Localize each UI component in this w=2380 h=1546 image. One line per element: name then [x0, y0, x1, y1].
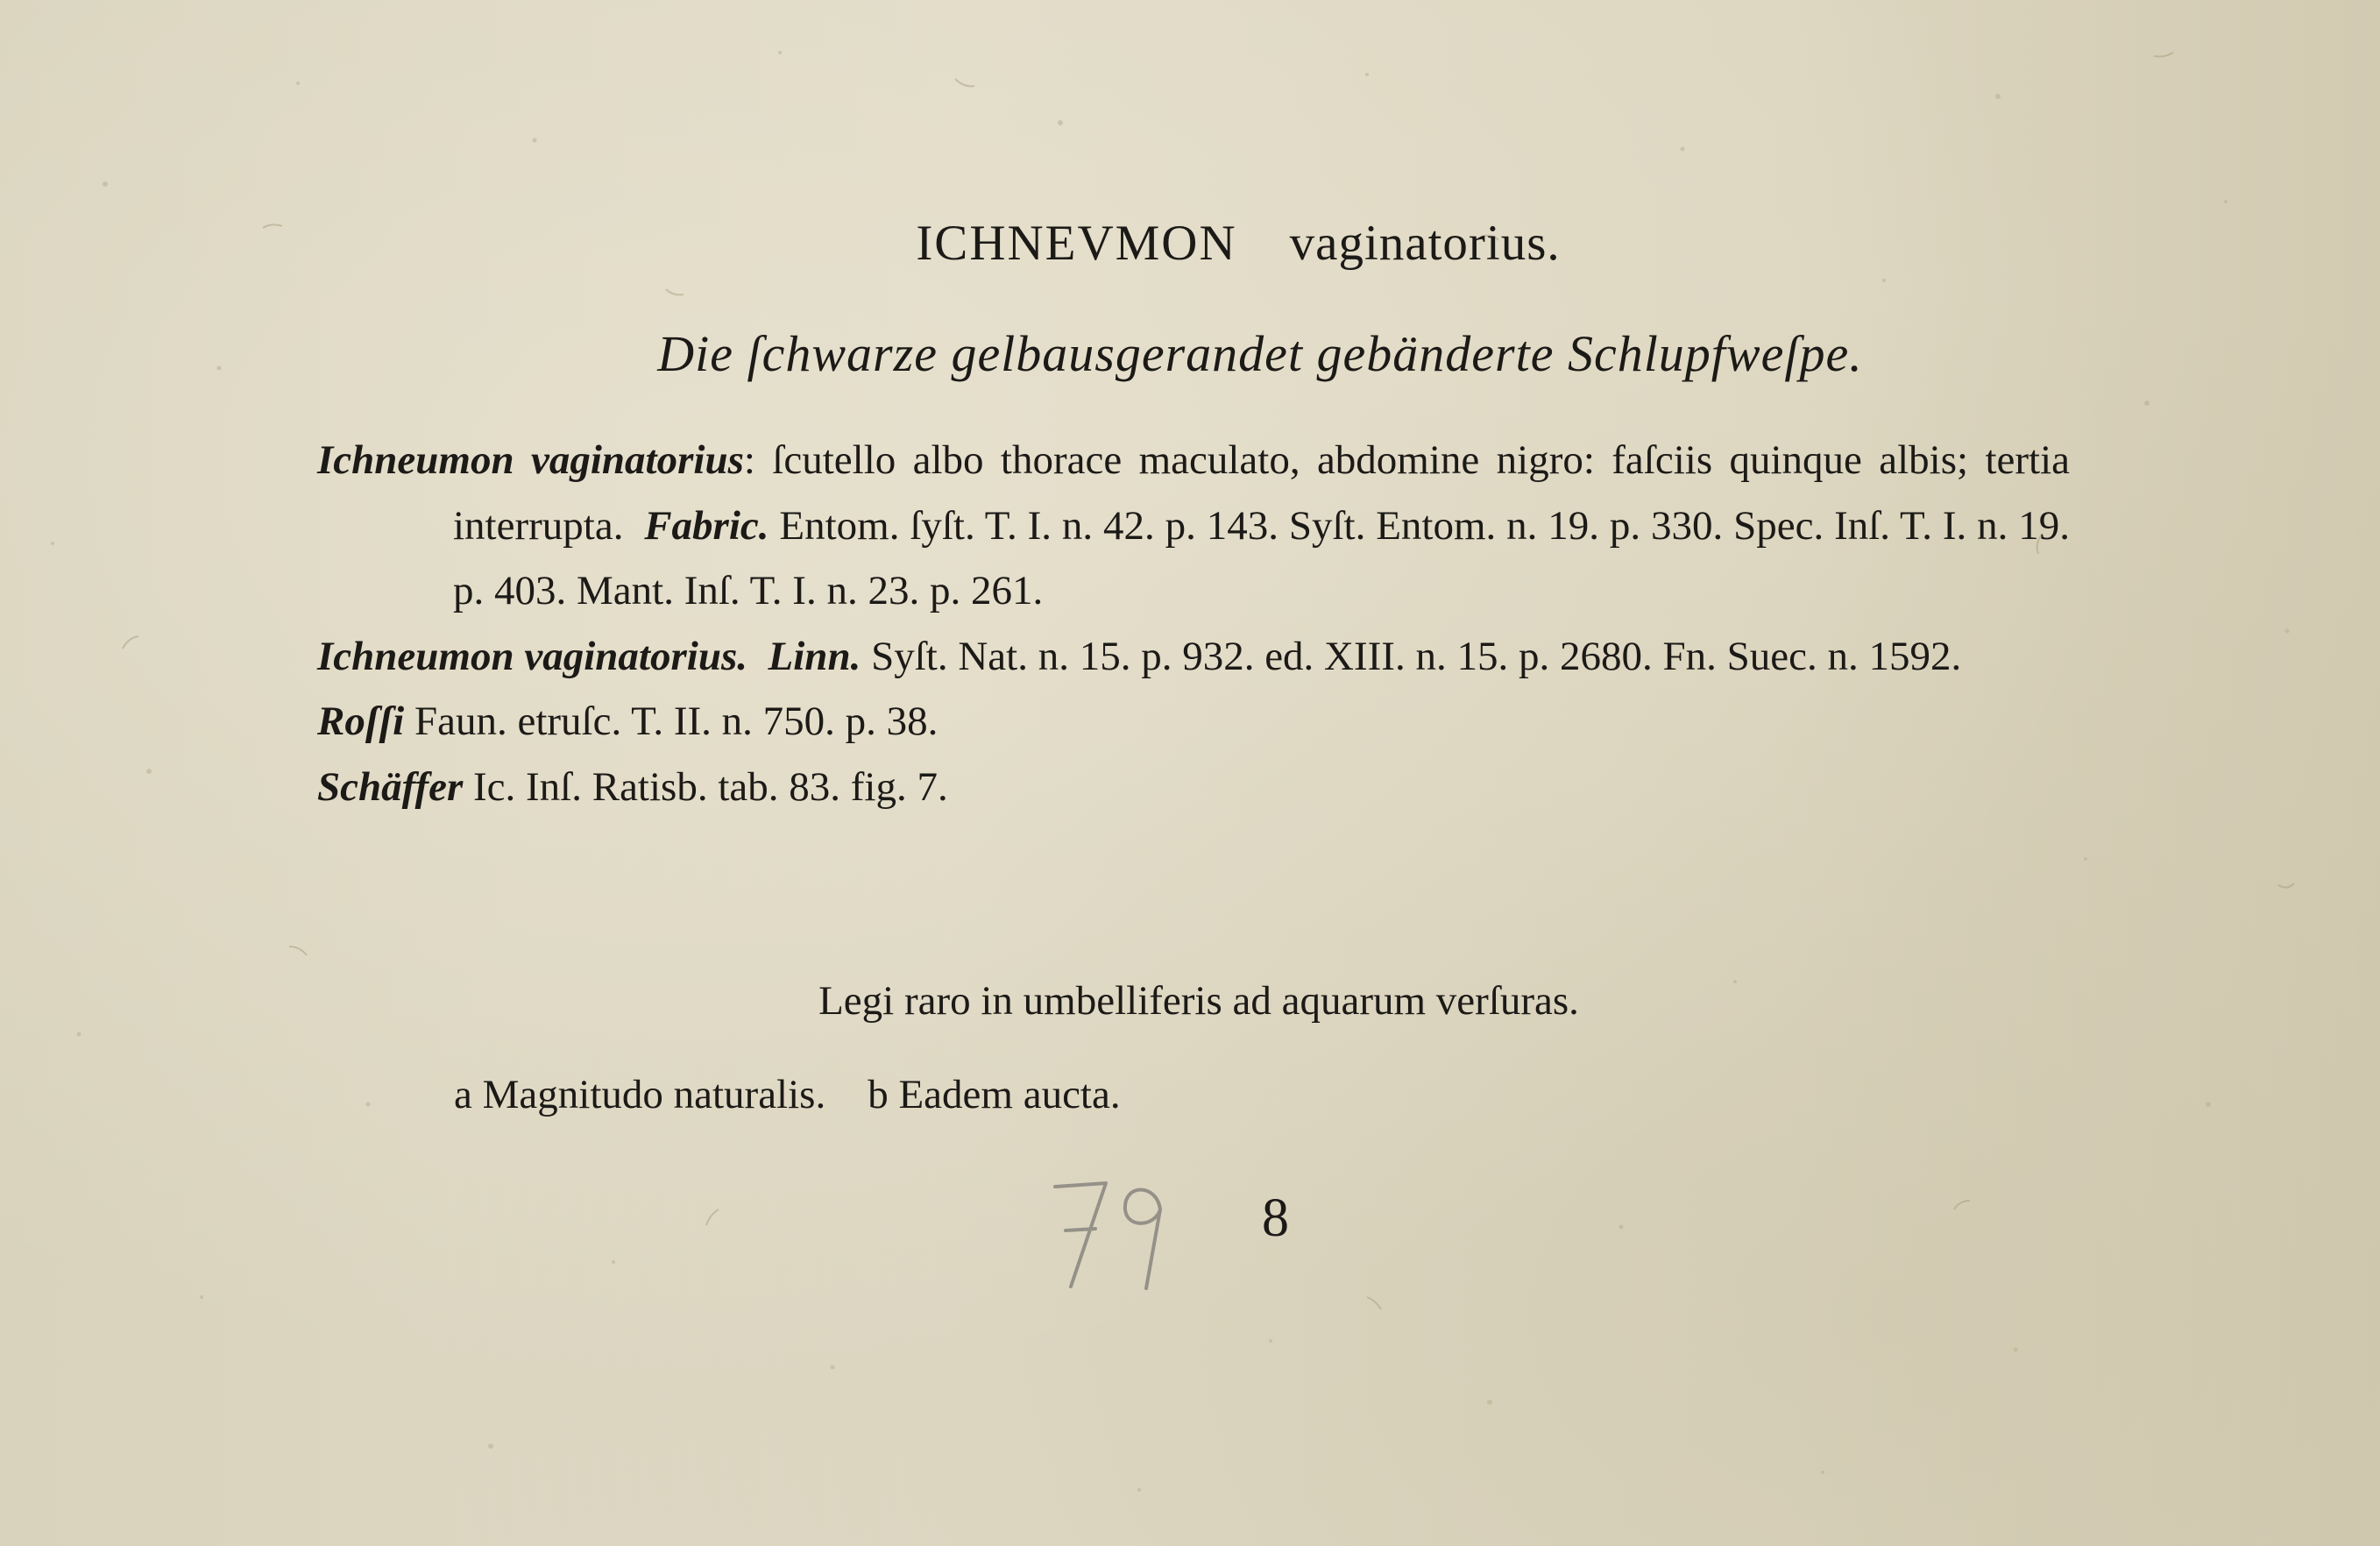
plate-number: 8 [1262, 1188, 1289, 1248]
reference-item [317, 755, 2070, 820]
title-species: vaginatorius. [1289, 216, 1561, 271]
explanation-a: a Magnitudo naturalis. [454, 1072, 826, 1117]
reference-author: Roſſi [317, 699, 405, 744]
page-title [0, 215, 2380, 272]
reference-item [317, 689, 2070, 755]
reference-author: Ichneumon vaginatorius. [317, 633, 748, 679]
reference-author: Schäffer [317, 763, 464, 810]
reference-text: Ic. Inſ. Ratisb. tab. 83. fig. 7. [473, 763, 948, 810]
reference-cite: Fabric. [644, 502, 769, 549]
figure-explanation [454, 1071, 1121, 1118]
reference-author: Ichneumon vaginatorius [317, 437, 744, 483]
page-subtitle: Die ſchwarze gelbausgerandet gebänderte Schlupfweſpe. [657, 325, 1863, 382]
pencil-note-79 [1048, 1174, 1188, 1297]
reference-list [317, 428, 2070, 819]
title-genus: ICHNEVMON [916, 216, 1237, 271]
explanation-b: b Eadem aucta. [868, 1072, 1121, 1117]
reference-text-2: Entom. ſyſt. T. I. n. 42. p. 143. Syſt. Entom. n. 19. p. 330. Spec. Inſ. T. I. n. 19. p. 403. Mant. Inſ. T. I. n. 23. p. 261. [453, 502, 2071, 613]
reference-cite: Linn. [768, 633, 861, 679]
reference-item [317, 428, 2070, 624]
reference-text: Faun. etruſc. T. II. n. 750. p. 38. [414, 699, 939, 744]
reference-text: Syſt. Nat. n. 15. p. 932. ed. XIII. n. 15. p. 2680. Fn. Suec. n. 1592. [871, 633, 1962, 679]
reference-item [317, 624, 2070, 690]
habitat-note: Legi raro in umbelliferis ad aquarum verſuras. [818, 978, 1579, 1024]
reference-text: : ſcutello albo thorace maculato, abdomine nigro: faſciis quinque albis; tertia interrupta. [453, 437, 2070, 549]
